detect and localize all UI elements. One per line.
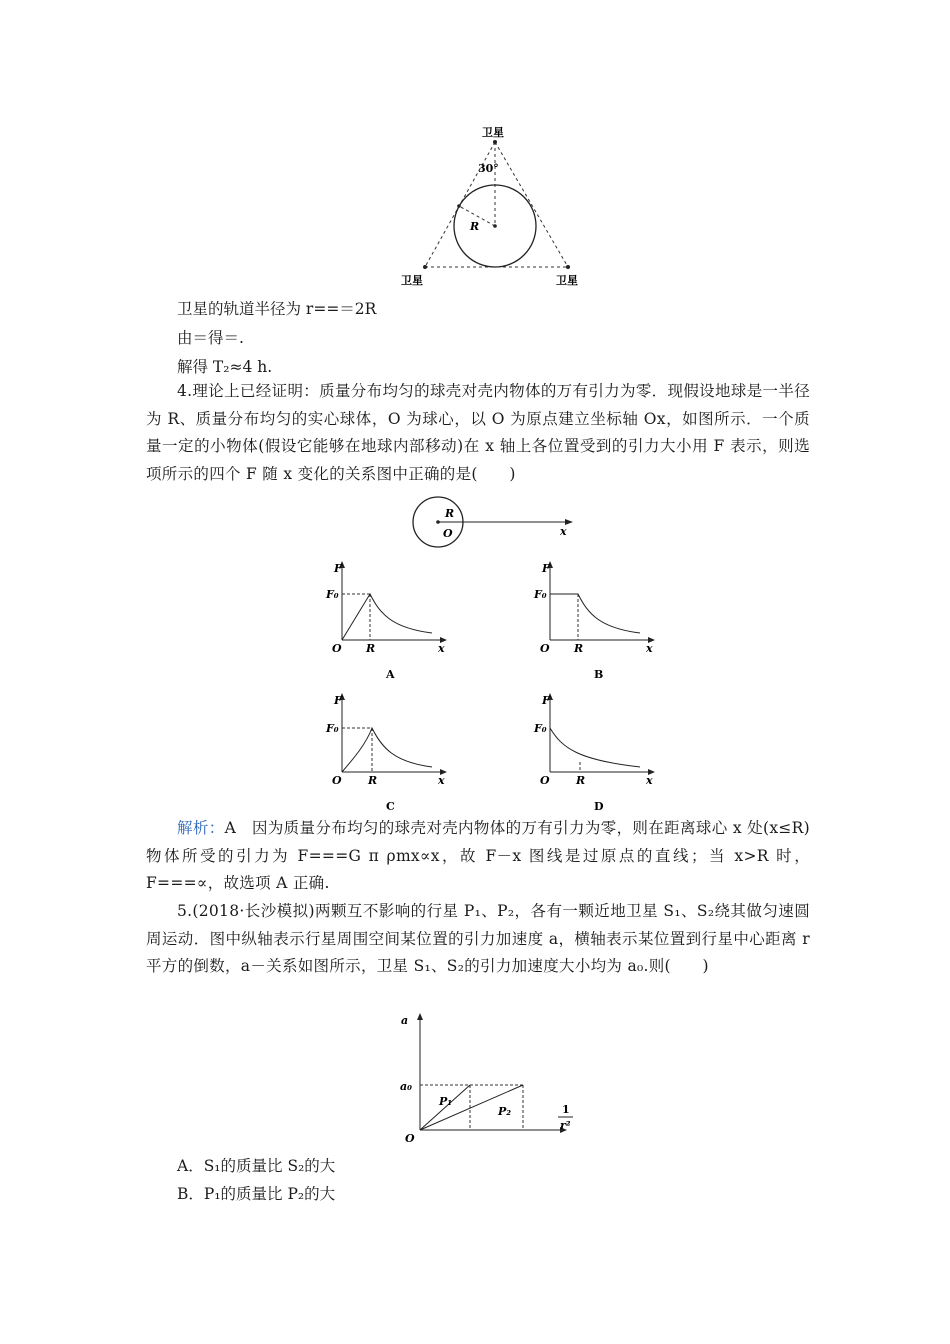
answer-line: 解得 T₂≈4 h. xyxy=(177,358,273,376)
graph-b xyxy=(528,560,668,685)
graph-b-o-label: O xyxy=(540,642,550,655)
right-satellite-label: 卫星 xyxy=(556,274,578,287)
graph-c-y-label: F xyxy=(334,694,342,707)
earth-axis-figure xyxy=(405,493,580,553)
graph-d xyxy=(528,692,668,817)
graph-c-caption: C xyxy=(386,800,395,813)
graph-d-f0-label: F₀ xyxy=(534,722,547,735)
graph-a-caption: A xyxy=(386,668,395,681)
accel-a0-label: a₀ xyxy=(400,1080,412,1093)
radius-label: R xyxy=(470,220,480,233)
graph-b-y-label: F xyxy=(542,562,550,575)
graph-a xyxy=(320,560,460,685)
earth-o-label: O xyxy=(443,527,453,540)
graph-d-caption: D xyxy=(594,800,604,813)
analysis-text: A 因为质量分布均匀的球壳对壳内物体的万有引力为零，则在距离球心 x 处(x≤R)物体所受的引力为 F===G π ρmx∝x，故 F－x 图线是过原点的直线；当 x>R 时，F===∝，故选项 A 正确. xyxy=(146,819,810,892)
graph-c-f0-label: F₀ xyxy=(326,722,339,735)
accel-p2-label: P₂ xyxy=(498,1105,512,1118)
accel-x-numerator: 1 xyxy=(562,1103,570,1116)
graph-d-r-label: R xyxy=(576,774,586,787)
ratio-line: 由＝得＝. xyxy=(177,329,244,347)
graph-a-o-label: O xyxy=(332,642,342,655)
graph-c-x-label: x xyxy=(438,774,445,787)
earth-r-label: R xyxy=(445,507,455,520)
graph-b-x-label: x xyxy=(646,642,653,655)
graph-a-f0-label: F₀ xyxy=(326,588,339,601)
graph-d-o-label: O xyxy=(540,774,550,787)
graph-b-r-label: R xyxy=(574,642,584,655)
question-4-text: 4.理论上已经证明：质量分布均匀的球壳对壳内物体的万有引力为零．现假设地球是一半径为 R、质量分布均匀的实心球体，O 为球心，以 O 为原点建立坐标轴 Ox，如图所示．一个质量一定的小物体(假设它能够在地球内部移动)在 x 轴上各位置受到的引力大小用 F 表示，则选项所示的四个 F 随 x 变化的关系图中正确的是( ) xyxy=(146,382,810,483)
graph-c-r-label: R xyxy=(368,774,378,787)
orbit-radius-line: 卫星的轨道半径为 r==＝2R xyxy=(177,300,377,318)
accel-x-denominator: r² xyxy=(560,1119,571,1132)
question-5-text: 5.(2018·长沙模拟)两颗互不影响的行星 P₁、P₂，各有一颗近地卫星 S₁、S₂绕其做匀速圆周运动．图中纵轴表示行星周围空间某位置的引力加速度 a，横轴表示某位置到行星中心距离 r 平方的倒数，a－关系如图所示，卫星 S₁、S₂的引力加速度大小均为 a₀.则( ) xyxy=(146,902,810,975)
option-a: A．S₁的质量比 S₂的大 xyxy=(177,1157,336,1175)
accel-y-label: a xyxy=(401,1014,409,1027)
graph-b-caption: B xyxy=(594,668,604,681)
graph-b-f0-label: F₀ xyxy=(534,588,547,601)
left-satellite-label: 卫星 xyxy=(401,274,423,287)
top-satellite-label: 卫星 xyxy=(482,126,504,139)
satellite-triangle-figure xyxy=(400,120,600,290)
angle-label: 30° xyxy=(478,162,499,175)
graph-a-x-label: x xyxy=(438,642,445,655)
acceleration-graph xyxy=(395,1010,595,1145)
graph-d-y-label: F xyxy=(542,694,550,707)
earth-x-label: x xyxy=(560,525,567,538)
analysis-label: 解析： xyxy=(177,819,225,837)
accel-o-label: O xyxy=(405,1132,415,1145)
graph-a-y-label: F xyxy=(334,562,342,575)
option-b: B．P₁的质量比 P₂的大 xyxy=(177,1185,336,1203)
graph-c-o-label: O xyxy=(332,774,342,787)
analysis-paragraph xyxy=(146,815,810,898)
graph-d-x-label: x xyxy=(646,774,653,787)
accel-p1-label: P₁ xyxy=(439,1095,453,1108)
graph-c xyxy=(320,692,460,817)
graph-a-r-label: R xyxy=(366,642,376,655)
